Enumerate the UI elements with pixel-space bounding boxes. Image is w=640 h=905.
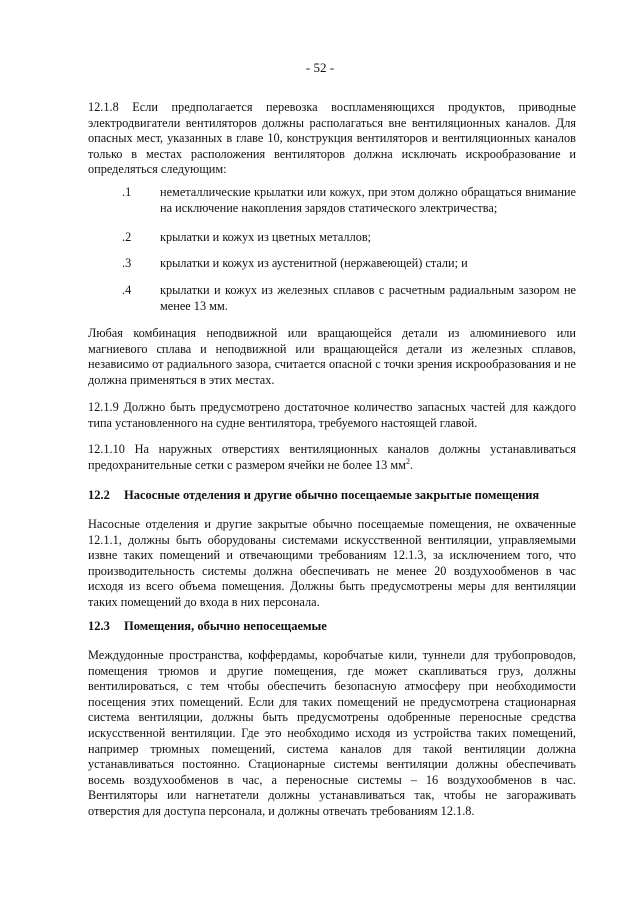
list-item-number: .2 bbox=[122, 230, 132, 244]
section-heading-12-3 bbox=[88, 619, 327, 634]
list-item-number: .1 bbox=[122, 185, 132, 199]
section-heading-12-2 bbox=[88, 488, 539, 503]
paragraph-12-1-10-text: 12.1.10 На наружных отверстиях вентиляционных каналов должны устанавливаться предохранительные сетки с размером ячейки не более 13 мм bbox=[88, 442, 576, 472]
page-number: - 52 - bbox=[305, 60, 335, 75]
superscript: 2 bbox=[405, 456, 410, 466]
paragraph-12-1-10-end: . bbox=[409, 457, 414, 472]
list-item-text: крылатки и кожух из цветных металлов; bbox=[160, 230, 372, 244]
section-number: 12.2 bbox=[88, 488, 110, 502]
paragraph-combination: Любая комбинация неподвижной или вращающейся детали из алюминиевого или магниевого сплава и неподвижной или вращающейся детали из железных сплавов, независимо от радиального зазора, считается опасной с точки зрения искрообразования и не должна применяться в этих местах. bbox=[88, 326, 576, 387]
paragraph-12-1-10 bbox=[88, 442, 576, 473]
list-item-text: крылатки и кожух из железных сплавов с расчетным радиальным зазором не менее 13 мм. bbox=[160, 283, 576, 313]
list-item-text: крылатки и кожух из аустенитной (нержавеющей) стали; и bbox=[160, 256, 468, 270]
paragraph-12-2: Насосные отделения и другие закрытые обычно посещаемые помещения, не охваченные 12.1.1, должны быть оборудованы системами искусственной вентиляции, управляемыми извне таких помещений и отвечающими требованиям 12.1.3, за исключением того, что производительность системы должна обеспечивать не менее 20 воздухообменов в час исходя из всего объема помещения. Должны быть предусмотрены меры для вентиляции таких помещений до входа в них персонала. bbox=[88, 517, 576, 609]
section-title: Насосные отделения и другие обычно посещаемые закрытые помещения bbox=[124, 488, 540, 502]
list-item-text: неметаллические крылатки или кожух, при этом должно обращаться внимание на исключение накопления зарядов статического электричества; bbox=[160, 185, 576, 215]
section-title: Помещения, обычно непосещаемые bbox=[124, 619, 327, 633]
paragraph-12-1-9: 12.1.9 Должно быть предусмотрено достаточное количество запасных частей для каждого типа установленного на судне вентилятора, требуемого настоящей главой. bbox=[88, 400, 576, 430]
list-item-number: .3 bbox=[122, 256, 132, 270]
paragraph-12-1-8: 12.1.8 Если предполагается перевозка воспламеняющихся продуктов, приводные электродвигатели вентиляторов должны располагаться вне вентиляционных каналов. Для опасных мест, указанных в главе 10, конструкция вентиляторов и вентиляционных каналов только в местах расположения вентиляторов должна исключать искрообразование и определяться следующим: bbox=[88, 100, 576, 177]
list-item-number: .4 bbox=[122, 283, 132, 297]
paragraph-12-3: Междудонные пространства, коффердамы, коробчатые кили, туннели для трубопроводов, помещения трюмов и другие помещения, где может скапливаться груз, должны вентилироваться, с тем чтобы обеспечить безопасную атмосферу при необходимости посещения этих помещений. Если для таких помещений не предусмотрена стационарная система вентиляции, должны быть предусмотрены одобренные переносные средства искусственной вентиляции. Где это необходимо исходя из устройства таких помещений, например трюмных помещений, система каналов для такой вентиляции должна устанавливаться постоянно. Стационарные системы вентиляции должны обеспечивать восемь воздухообменов в час, а переносные системы – 16 воздухообменов в час. Вентиляторы или нагнетатели должны устанавливаться так, чтобы не загораживать отверстия для доступа персонала, и должны отвечать требованиям 12.1.8. bbox=[88, 648, 576, 818]
section-number: 12.3 bbox=[88, 619, 110, 633]
